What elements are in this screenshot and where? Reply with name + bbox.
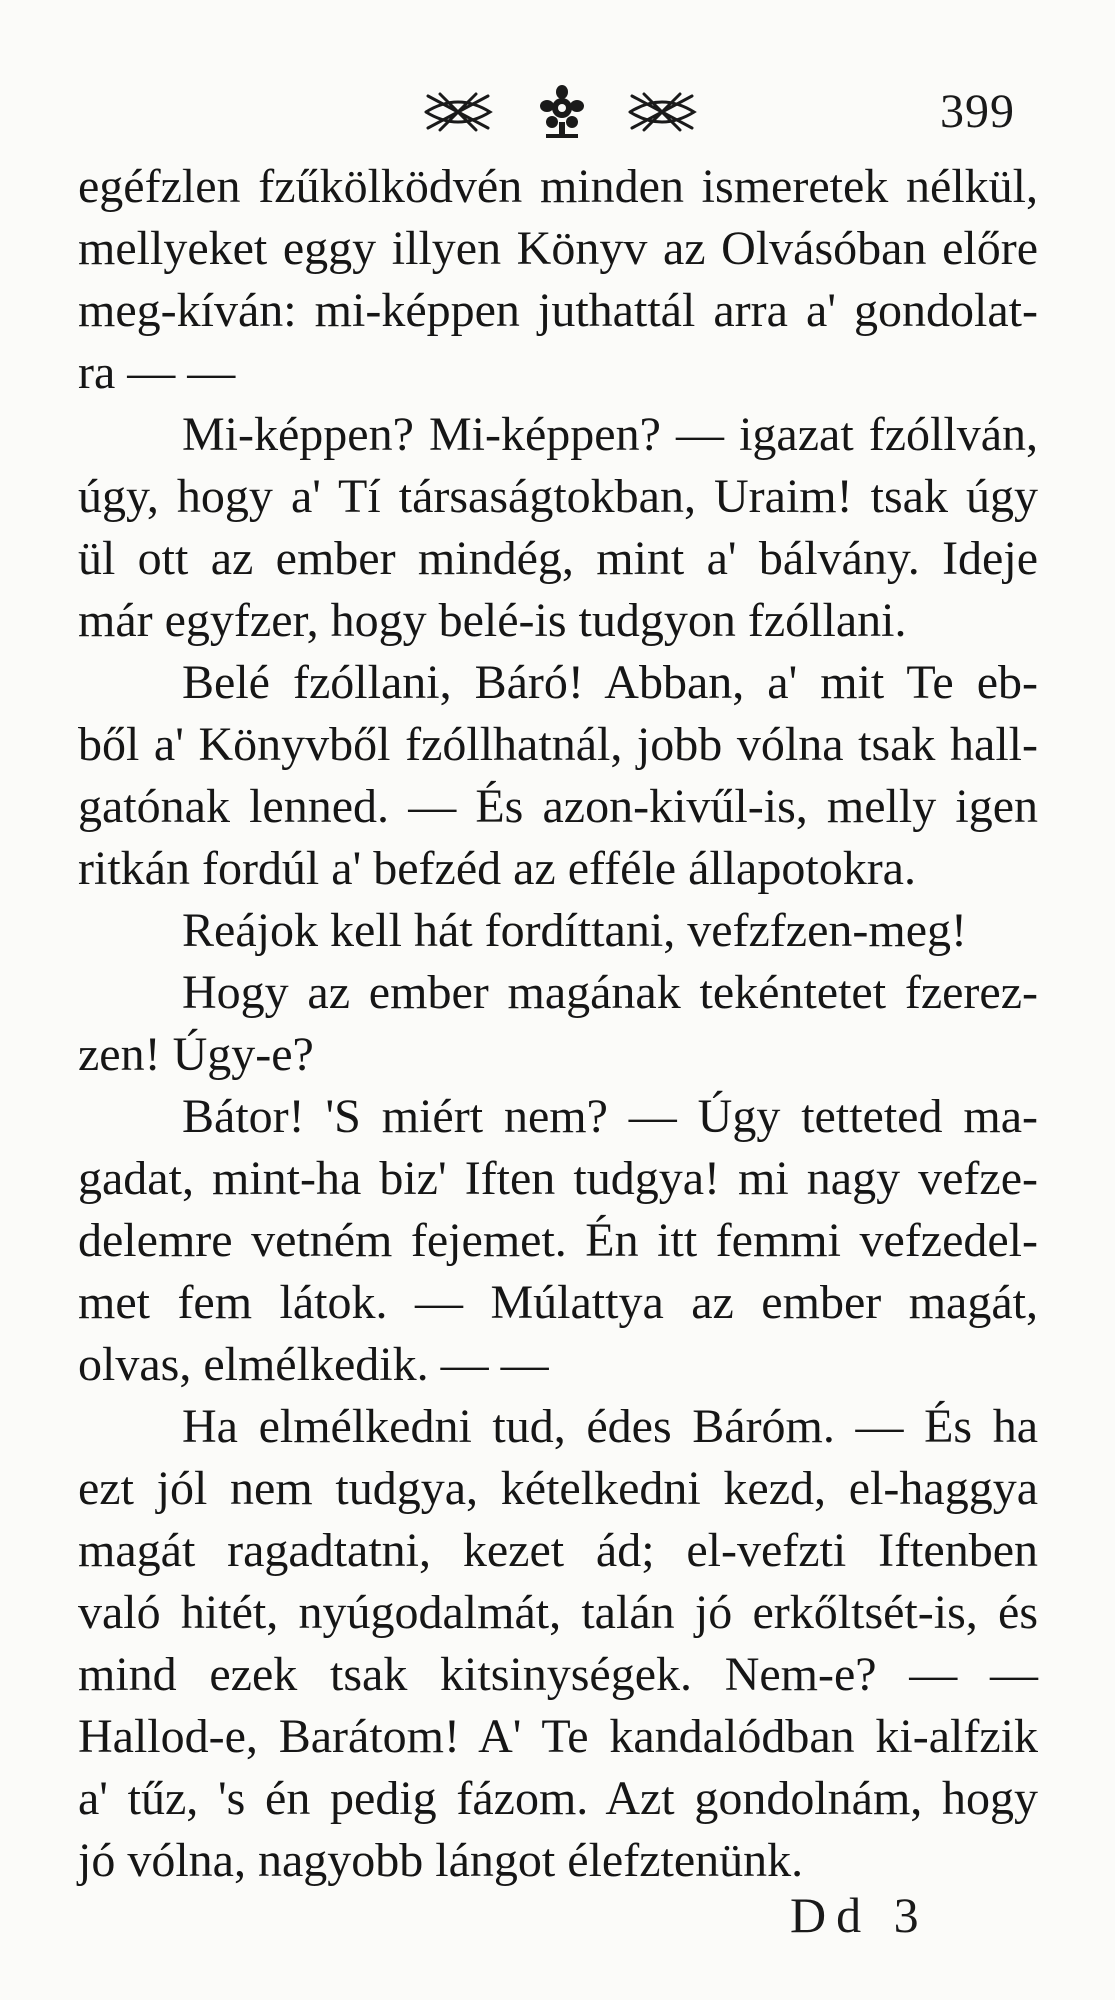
text-line: Ha elmélkedni tud, édes Báróm. — És ha <box>182 1400 1038 1453</box>
text-line: Belé fzóllani, Báró! Abban, a' mit Te eb- <box>182 656 1038 709</box>
text-line: ül ott az ember mindég, mint a' bálvány. Ideje <box>78 532 1038 585</box>
text-line: ezt jól nem tudgya, kételkedni kezd, el-haggya <box>78 1462 1038 1515</box>
text-line: Reájok kell hát fordíttani, vefzfzen-meg! <box>182 904 967 957</box>
text-line: egéfzlen fzűkölködvén minden ismeretek nélkül, <box>78 160 1038 213</box>
text-line: ra — — <box>78 346 236 399</box>
page-number: 399 <box>940 85 1015 138</box>
text-line: gatónak lenned. — És azon-kivűl-is, melly igen <box>78 780 1038 833</box>
text-line: zen! Úgy-e? <box>78 1028 314 1081</box>
text-line: ritkán fordúl a' befzéd az efféle állapotokra. <box>78 842 916 895</box>
text-line: Hallod-e, Barátom! A' Te kandalódban ki-alfzik <box>78 1710 1038 1763</box>
text-line: olvas, elmélkedik. — — <box>78 1338 549 1391</box>
text-line: már egyfzer, hogy belé-is tudgyon fzóllani. <box>78 594 907 647</box>
text-line: Hogy az ember magának tekéntetet fzerez- <box>182 966 1038 1019</box>
body-text <box>78 156 1038 1892</box>
text-line: jó vólna, nagyobb lángot élefztenünk. <box>78 1834 804 1887</box>
text-line: delemre vetném fejemet. Én itt femmi vefzedel- <box>78 1214 1038 1267</box>
text-line: gadat, mint-ha biz' Iften tudgya! mi nagy vefze- <box>78 1152 1038 1205</box>
text-line: ből a' Könyvből fzóllhatnál, jobb vólna tsak hall- <box>78 718 1038 771</box>
signature-mark: Dd 3 <box>790 1887 929 1943</box>
text-line: való hitét, nyúgodalmát, talán jó erkőltsét-is, és <box>78 1586 1038 1639</box>
floral-ornament-icon <box>420 84 720 140</box>
text-line: magát ragadtatni, kezet ád; el-vefzti Iftenben <box>78 1524 1038 1577</box>
text-line: meg-kíván: mi-képpen juthattál arra a' gondolat- <box>78 284 1038 337</box>
text-line: úgy, hogy a' Tí társaságtokban, Uraim! tsak úgy <box>78 470 1038 523</box>
text-line: a' tűz, 's én pedig fázom. Azt gondolnám, hogy <box>78 1772 1038 1825</box>
text-line: mind ezek tsak kitsinységek. Nem-e? — — <box>78 1648 1038 1701</box>
text-line: Mi-képpen? Mi-képpen? — igazat fzóllván, <box>182 408 1038 461</box>
text-line: Bátor! 'S miért nem? — Úgy tetteted ma- <box>182 1090 1038 1143</box>
page-header <box>0 80 1115 140</box>
text-line: mellyeket eggy illyen Könyv az Olvásóban előre <box>78 222 1038 275</box>
text-line: met fem látok. — Múlattya az ember magát, <box>78 1276 1038 1329</box>
